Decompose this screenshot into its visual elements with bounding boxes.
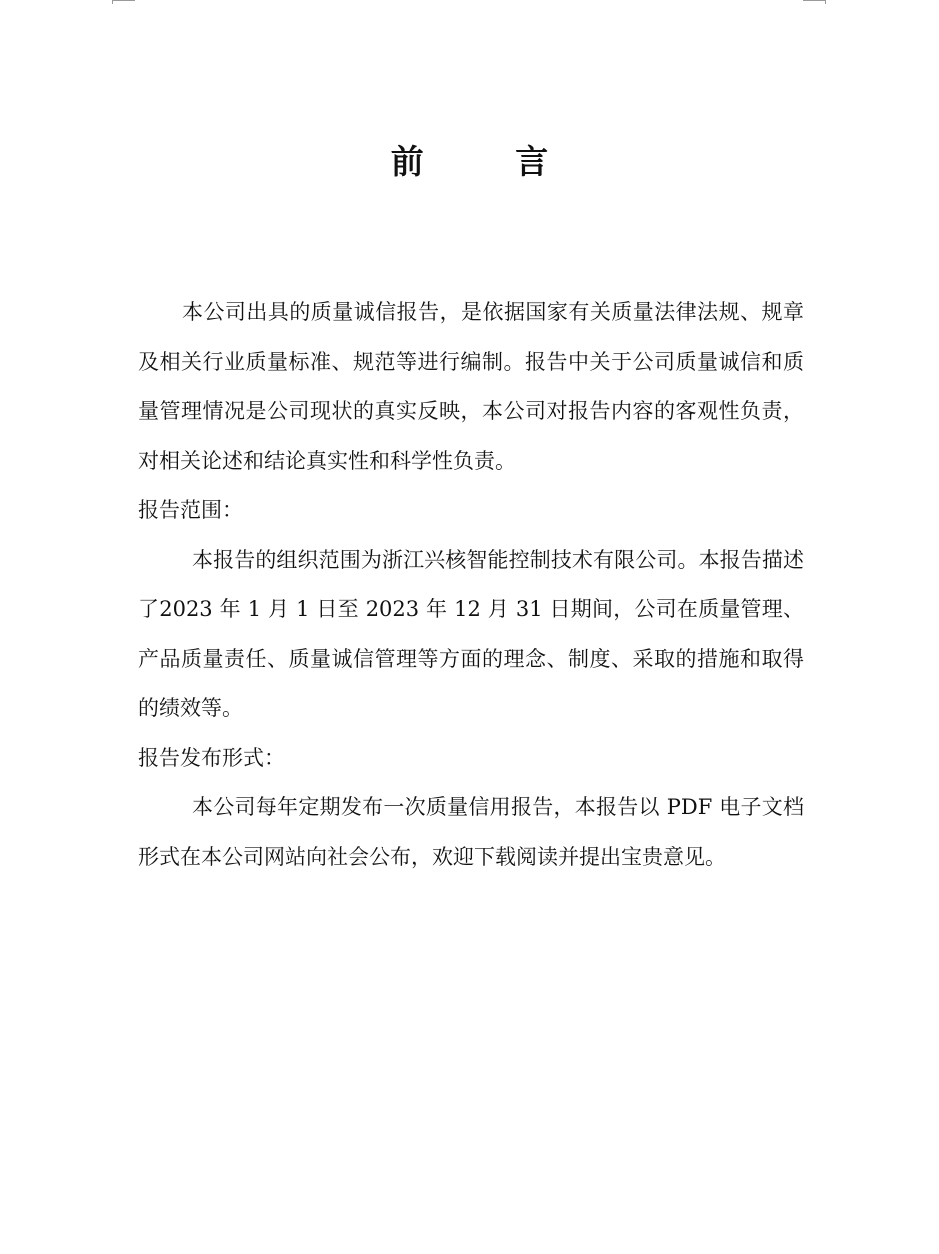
scope-heading: 报告范围： (138, 498, 243, 522)
document-body (138, 288, 804, 882)
crop-mark-left (112, 0, 135, 4)
scope-paragraph: 本报告的组织范围为浙江兴核智能控制技术有限公司。本报告描述了2023 年 1 月 1 日至 2023 年 12 月 31 日期间，公司在质量管理、产品质量责任、质量诚信管理等方面的理念、制度、采取的措施和取得的绩效等。 (138, 547, 804, 720)
crop-mark-right (803, 0, 826, 4)
form-heading: 报告发布形式： (138, 745, 285, 770)
form-paragraph: 本公司每年定期发布一次质量信用报告，本报告以 PDF 电子文档形式在本公司网站向社会公布，欢迎下载阅读并提出宝贵意见。 (138, 795, 804, 869)
page-title: 前 言 (390, 142, 589, 181)
intro-paragraph: 本公司出具的质量诚信报告，是依据国家有关质量法律法规、规章及相关行业质量标准、规范等进行编制。报告中关于公司质量诚信和质量管理情况是公司现状的真实反映，本公司对报告内容的客观性负责，对相关论述和结论真实性和科学性负责。 (138, 300, 804, 473)
